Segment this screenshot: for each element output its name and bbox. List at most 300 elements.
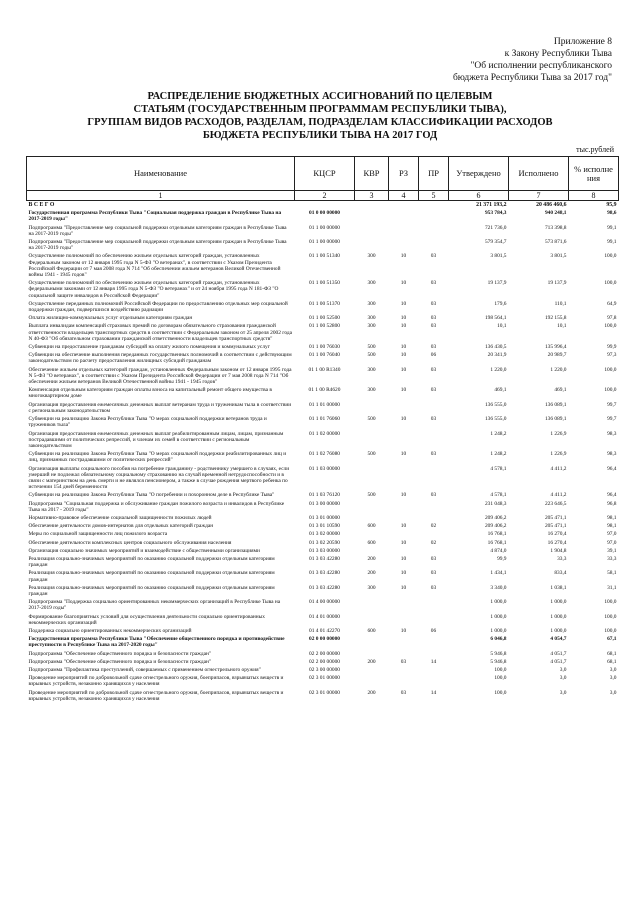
cell-pct: 98,1 <box>607 523 617 530</box>
cell-approved: 721 736,0 <box>484 224 507 231</box>
cell-rz <box>389 674 419 688</box>
cell-executed: 4 411,2 <box>550 465 567 472</box>
table-row <box>27 613 619 627</box>
cell-code <box>295 201 355 210</box>
cell-approved: 4 578,1 <box>490 492 507 499</box>
table-row <box>27 598 619 612</box>
cell-pct: 97,3 <box>607 352 617 359</box>
table-row <box>27 300 619 314</box>
cell-rz: 10 <box>400 627 407 634</box>
cell-kvr: 300 <box>367 323 376 330</box>
cell-pr: 02 <box>430 539 437 546</box>
cell-executed: 4 051,7 <box>550 658 567 665</box>
cell-name: Подпрограмма "Профилактика преступлений, совершаемых с применением огнестрельного оружия" <box>28 667 261 673</box>
column-header: Наименование <box>27 157 295 191</box>
cell-code: 01 1 00 52500 <box>309 315 340 322</box>
cell-name: Поддержка социально ориентированных некоммерческих организаций <box>28 627 192 634</box>
cell-pct: 100,0 <box>604 323 617 330</box>
cell-pct: 100,0 <box>604 599 617 606</box>
cell-approved: 1 000,0 <box>490 599 507 606</box>
table-row <box>27 658 619 666</box>
cell-pct: 100,0 <box>604 280 617 287</box>
cell-name: Осуществление переданных полномочий Российской Федерации по предоставлению отдельных мер социальной поддержки граждан, подвергшихся воздействию радиации <box>28 300 288 314</box>
cell-kvr: 500 <box>367 352 376 359</box>
cell-code: 01 3 03 42280 <box>309 555 340 562</box>
appendix-note <box>372 36 612 84</box>
cell-pct: 97,0 <box>607 539 617 546</box>
cell-pr: 03 <box>430 323 437 330</box>
cell-approved: 1 000,0 <box>490 613 507 620</box>
cell-pct: 33,3 <box>607 555 617 562</box>
cell-rz <box>389 238 419 252</box>
cell-code: 02 3 01 00000 <box>309 675 340 682</box>
cell-pr <box>419 666 449 674</box>
cell-rz: 10 <box>400 523 407 530</box>
table-row <box>27 539 619 547</box>
cell-rz: 10 <box>400 315 407 322</box>
cell-name: Подпрограмма "Обеспечение общественного порядка и безопасности граждан" <box>28 658 212 665</box>
cell-rz: 10 <box>400 539 407 546</box>
appendix-line: бюджета Республики Тыва за 2017 год" <box>452 73 612 83</box>
cell-pr <box>419 209 449 223</box>
cell-pct: 100,0 <box>604 613 617 620</box>
column-number: 7 <box>509 191 569 201</box>
cell-pr: 03 <box>430 584 437 591</box>
cell-approved: 20 341,9 <box>487 352 507 359</box>
cell-kvr <box>355 201 389 210</box>
cell-kvr <box>355 635 389 649</box>
cell-rz <box>389 430 419 451</box>
cell-executed: 19 137,9 <box>547 280 567 287</box>
cell-approved: 1 248,2 <box>490 451 507 458</box>
cell-pr <box>419 401 449 415</box>
cell-rz <box>389 465 419 492</box>
cell-code: 01 1 03 76120 <box>309 492 340 499</box>
document-title <box>60 90 580 142</box>
table-row <box>27 650 619 658</box>
cell-approved: 209 406,2 <box>484 514 507 521</box>
table-row <box>27 666 619 674</box>
table-row <box>27 201 619 210</box>
table-row <box>27 224 619 238</box>
cell-rz <box>389 613 419 627</box>
cell-rz <box>389 635 419 649</box>
cell-pr: 03 <box>430 570 437 577</box>
cell-name: Выплата инвалидам компенсаций страховых премий по договорам обязательного страхования гражданской ответственности владельцев транспортных средств в соответствии с Федеральным законом от 25 апреля 2002 года N 40-ФЗ "Об обязательном страховании гражданской ответственности владельцев транспортных средств" <box>28 323 293 342</box>
cell-code: 02 3 00 00000 <box>309 667 340 673</box>
cell-pr <box>419 238 449 252</box>
cell-code: 01 4 01 00000 <box>309 613 340 620</box>
cell-approved: 3 801,5 <box>490 253 507 260</box>
column-number: 8 <box>569 191 619 201</box>
cell-kvr: 200 <box>367 689 376 696</box>
cell-executed: 1 904,8 <box>550 547 567 554</box>
cell-pct: 64,9 <box>607 300 617 307</box>
cell-executed: 1 220,0 <box>550 366 567 373</box>
cell-approved: 1 220,0 <box>490 366 507 373</box>
cell-name: Подпрограмма "Предоставление мер социальной поддержки отдельным категориям граждан в Республике Тыва на 2017-2019 годы" <box>28 239 287 252</box>
cell-executed: 573 871,6 <box>544 239 567 246</box>
cell-kvr <box>355 547 389 555</box>
cell-code: 01 1 00 52800 <box>309 323 340 330</box>
appendix-line: Приложение 8 <box>553 37 612 47</box>
title-line: РАСПРЕДЕЛЕНИЕ БЮДЖЕТНЫХ АССИГНОВАНИЙ ПО ЦЕЛЕВЫМ <box>147 91 493 102</box>
cell-executed: 205 471,1 <box>544 523 567 530</box>
budget-table <box>26 156 619 703</box>
column-number: 4 <box>389 191 419 201</box>
cell-kvr <box>355 430 389 451</box>
cell-pr <box>419 613 449 627</box>
cell-pct: 97,8 <box>607 315 617 322</box>
table-row <box>27 322 619 343</box>
table-row <box>27 386 619 400</box>
column-number: 6 <box>449 191 509 201</box>
cell-approved: 19 137,9 <box>487 280 507 287</box>
cell-approved: 136 555,0 <box>484 401 507 408</box>
cell-name: Государственная программа Республики Тыва "Социальная поддержка граждан в Республике Тыва на 2017-2019 годы" <box>28 210 282 223</box>
cell-pct: 100,0 <box>604 387 617 394</box>
cell-pr <box>419 500 449 514</box>
cell-kvr: 200 <box>367 555 376 562</box>
cell-kvr <box>355 530 389 538</box>
cell-pct: 3,0 <box>609 689 617 696</box>
cell-rz: 10 <box>400 492 407 499</box>
cell-name: Подпрограмма "Предоставление мер социальной поддержки отдельным категориям граждан в Республике Тыва на 2017-2019 годы" <box>28 224 287 237</box>
cell-kvr: 300 <box>367 366 376 373</box>
cell-kvr <box>355 613 389 627</box>
cell-pr: 06 <box>430 352 437 359</box>
cell-pr <box>419 650 449 658</box>
cell-executed: 940 248,1 <box>544 210 567 217</box>
cell-rz <box>389 401 419 415</box>
cell-code: 01 3 02 00000 <box>309 531 340 538</box>
cell-pr: 03 <box>430 451 437 458</box>
cell-name: Осуществление полномочий по обеспечению жильем отдельных категорий граждан, установленных федеральными законами от 12 января 1995 года N 5-ФЗ "О ветеранах" и от 24 ноября 1995 года N 181-ФЗ "О социальной защите инвалидов в Российской Федерации" <box>28 280 279 299</box>
title-line: ГРУППАМ ВИДОВ РАСХОДОВ, РАЗДЕЛАМ, ПОДРАЗДЕЛАМ КЛАССИФИКАЦИИ РАСХОДОВ <box>87 117 553 128</box>
cell-pct: 99,9 <box>607 344 617 351</box>
cell-pr: 03 <box>430 555 437 562</box>
cell-executed: 205 471,1 <box>544 514 567 521</box>
cell-kvr: 200 <box>367 658 376 665</box>
column-header: ПР <box>419 157 449 191</box>
cell-approved: 209 406,2 <box>484 523 507 530</box>
table-row <box>27 343 619 351</box>
cell-pct: 96,4 <box>607 492 617 499</box>
cell-pr: 06 <box>430 627 437 634</box>
cell-approved: 3 340,0 <box>490 584 507 591</box>
cell-approved: 5 946,8 <box>490 658 507 665</box>
cell-rz: 03 <box>400 689 407 696</box>
cell-code: 01 1 00 76030 <box>309 344 340 351</box>
cell-kvr: 300 <box>367 300 376 307</box>
title-line: БЮДЖЕТА РЕСПУБЛИКИ ТЫВА НА 2017 ГОД <box>202 130 438 141</box>
cell-kvr: 500 <box>367 492 376 499</box>
cell-name: Субвенции на реализацию Закона Республики Тыва "О погребении и похоронном деле в Республике Тыва" <box>28 492 275 499</box>
cell-pr: 14 <box>430 658 437 665</box>
table-row <box>27 279 619 300</box>
table-row <box>27 500 619 514</box>
cell-name: Формирование благоприятных условий для осуществления деятельности социально ориентированных некоммерческих организаций <box>28 613 265 626</box>
column-header: КВР <box>355 157 389 191</box>
cell-pct: 100,0 <box>604 366 617 373</box>
table-row <box>27 415 619 429</box>
cell-approved: 99,9 <box>497 555 507 562</box>
cell-kvr <box>355 514 389 522</box>
cell-name: Реализация социально-значимых мероприятий по оказанию социальной поддержки отдельным категориям граждан <box>28 555 275 569</box>
cell-code: 02 0 00 00000 <box>309 636 340 643</box>
cell-pr: 03 <box>430 344 437 351</box>
cell-approved: 198 564,1 <box>484 315 507 322</box>
cell-executed: 469,1 <box>554 387 567 394</box>
cell-executed: 10,1 <box>557 323 567 330</box>
cell-pr <box>419 598 449 612</box>
cell-name: Подпрограмма "Социальная поддержка и обслуживание граждан пожилого возраста и инвалидов в Республике Тыва на 2017 - 2019 годы" <box>28 500 285 513</box>
table-row <box>27 450 619 464</box>
cell-pr <box>419 514 449 522</box>
cell-kvr: 300 <box>367 387 376 394</box>
cell-code: 01 3 01 00000 <box>309 514 340 521</box>
cell-pct: 98,6 <box>607 210 617 217</box>
cell-kvr: 200 <box>367 570 376 577</box>
cell-rz: 03 <box>400 658 407 665</box>
cell-pct: 39,1 <box>607 547 617 554</box>
cell-kvr <box>355 500 389 514</box>
cell-executed: 16 270,4 <box>547 531 567 538</box>
cell-executed: 4 054,7 <box>550 636 567 643</box>
cell-pct: 100,0 <box>604 253 617 260</box>
column-number: 2 <box>295 191 355 201</box>
cell-name: Осуществление полномочий по обеспечению жильем отдельных категорий граждан, установленных Федеральным законом от 12 января 1995 года N 5-ФЗ "О ветеранах", в соответствии с Указом Президента Российской Федерации от 7 мая 2008 года N 714 "Об обеспечении жильем ветеранов Великой Отечественной войны 1941 - 1945 годов" <box>28 253 281 279</box>
cell-code: 01 4 01 42270 <box>309 627 340 634</box>
cell-pct: 31,1 <box>607 584 617 591</box>
cell-rz <box>389 650 419 658</box>
cell-executed: 136 089,1 <box>544 416 567 423</box>
cell-rz <box>389 201 419 210</box>
cell-executed: 713 398,8 <box>544 224 567 231</box>
cell-executed: 3,0 <box>559 675 567 682</box>
cell-kvr: 600 <box>367 523 376 530</box>
cell-name: Субвенции на предоставление гражданам субсидий на оплату жилого помещения и коммунальных услуг <box>28 344 270 351</box>
cell-name: Субвенции на обеспечение выполнения переданных государственных полномочий в соответствии с действующим законодательством по расчету предоставления жилищных субсидий гражданам <box>28 352 292 365</box>
cell-kvr <box>355 650 389 658</box>
cell-rz: 10 <box>400 416 407 423</box>
cell-pr: 03 <box>430 416 437 423</box>
cell-rz <box>389 547 419 555</box>
cell-pct: 58,1 <box>607 570 617 577</box>
cell-name: Субвенции на реализацию Закона Республики Тыва "О мерах социальной поддержки ветеранов труда и тружеников тыла" <box>28 416 267 429</box>
cell-rz <box>389 209 419 223</box>
cell-name: Оплата жилищно-коммунальных услуг отдельным категориям граждан <box>28 315 193 322</box>
cell-executed: 16 270,4 <box>547 539 567 546</box>
cell-pr: 03 <box>430 492 437 499</box>
cell-code: 01 4 00 00000 <box>309 599 340 606</box>
cell-approved: 953 784,3 <box>484 210 507 217</box>
cell-rz <box>389 224 419 238</box>
cell-pr: 14 <box>430 689 437 696</box>
cell-code: 01 1 00 R4620 <box>308 387 341 394</box>
cell-approved: 469,1 <box>494 387 507 394</box>
title-line: СТАТЬЯМ (ГОСУДАРСТВЕННЫМ ПРОГРАММАМ РЕСПУБЛИКИ ТЫВА), <box>133 104 507 115</box>
table-row <box>27 314 619 322</box>
cell-pr: 03 <box>430 253 437 260</box>
cell-pr <box>419 635 449 649</box>
cell-pct: 98,1 <box>607 514 617 521</box>
cell-pct: 67,1 <box>607 636 617 643</box>
cell-pr: 03 <box>430 280 437 287</box>
cell-approved: 1 248,2 <box>490 430 507 437</box>
table-row <box>27 514 619 522</box>
cell-code: 01 3 01 10590 <box>309 523 340 530</box>
cell-kvr <box>355 209 389 223</box>
cell-kvr <box>355 674 389 688</box>
cell-pct: 95,9 <box>606 202 617 208</box>
cell-kvr: 500 <box>367 451 376 458</box>
column-header: % исполне ния <box>569 157 619 191</box>
cell-kvr: 500 <box>367 344 376 351</box>
cell-rz: 10 <box>400 344 407 351</box>
table-row <box>27 252 619 279</box>
cell-pr: 03 <box>430 300 437 307</box>
cell-code: 02 2 00 00000 <box>309 650 340 657</box>
cell-approved: 1 434,1 <box>490 570 507 577</box>
cell-rz: 10 <box>400 387 407 394</box>
cell-executed: 110,1 <box>554 300 567 307</box>
cell-code: 02 2 00 00000 <box>309 658 340 665</box>
table-row <box>27 366 619 387</box>
cell-executed: 3 801,5 <box>550 253 567 260</box>
cell-name: Организация предоставления ежемесячных денежных выплат ветеранам труда и труженикам тыла в соответствии с региональным законодательством <box>28 401 292 414</box>
cell-name: Меры по социальной защищенности лиц пожилого возраста <box>28 531 168 538</box>
cell-kvr <box>355 666 389 674</box>
cell-pct: 98,3 <box>607 430 617 437</box>
cell-pct: 99,1 <box>607 224 617 231</box>
cell-pct: 100,0 <box>604 627 617 634</box>
cell-pr: 03 <box>430 366 437 373</box>
table-row <box>27 547 619 555</box>
cell-approved: 579 354,7 <box>484 239 507 246</box>
cell-executed: 3,0 <box>559 667 567 673</box>
cell-pr <box>419 674 449 688</box>
cell-executed: 223 646,5 <box>544 500 567 507</box>
cell-kvr <box>355 598 389 612</box>
cell-rz <box>389 514 419 522</box>
column-header: Исполнено <box>509 157 569 191</box>
cell-kvr: 500 <box>367 416 376 423</box>
cell-kvr: 300 <box>367 253 376 260</box>
cell-code: 01 1 00 00000 <box>309 224 340 231</box>
cell-rz: 10 <box>400 584 407 591</box>
cell-name: Субвенции на реализацию Закона Республики Тыва "О мерах социальной поддержки реабилитированных лиц и лиц, признанных пострадавшими от политических репрессий" <box>28 451 287 464</box>
cell-pr <box>419 465 449 492</box>
cell-code: 02 3 01 00000 <box>309 689 340 696</box>
cell-pr <box>419 430 449 451</box>
unit-label: тыс.рублей <box>576 145 614 154</box>
cell-approved: 179,6 <box>494 300 507 307</box>
cell-kvr: 300 <box>367 280 376 287</box>
cell-pr: 02 <box>430 523 437 530</box>
cell-approved: 16 768,1 <box>487 531 507 538</box>
table-row <box>27 635 619 649</box>
cell-code: 01 1 02 76080 <box>309 451 340 458</box>
cell-executed: 20 486 460,6 <box>536 202 567 208</box>
cell-approved: 21 371 193,2 <box>476 202 507 208</box>
table-row <box>27 674 619 688</box>
column-header: РЗ <box>389 157 419 191</box>
cell-rz <box>389 666 419 674</box>
cell-executed: 1 000,0 <box>550 599 567 606</box>
table-row <box>27 555 619 569</box>
cell-approved: 1 000,0 <box>490 627 507 634</box>
cell-code: 01 1 00 51350 <box>309 280 340 287</box>
cell-name: В С Е Г О <box>28 202 55 208</box>
cell-executed: 33,3 <box>557 555 567 562</box>
cell-pct: 99,1 <box>607 239 617 246</box>
cell-name: Организация предоставления ежемесячных денежных выплат реабилитированным лицам, лицам, признанным пострадавшими от политических репрессий, и членам их семей в соответствии с региональным законодательством <box>28 430 284 449</box>
cell-executed: 1 000,0 <box>550 627 567 634</box>
cell-approved: 6 046,8 <box>490 636 507 643</box>
cell-rz: 10 <box>400 570 407 577</box>
cell-code: 01 1 00 51370 <box>309 300 340 307</box>
cell-executed: 1 038,1 <box>550 584 567 591</box>
cell-approved: 136 555,0 <box>484 416 507 423</box>
cell-rz: 10 <box>400 253 407 260</box>
cell-rz: 10 <box>400 352 407 359</box>
cell-code: 01 1 00 00000 <box>309 239 340 246</box>
cell-approved: 16 768,1 <box>487 539 507 546</box>
cell-code: 01 0 00 00000 <box>309 210 340 217</box>
cell-code: 01 3 00 00000 <box>309 500 340 507</box>
cell-code: 01 1 01 76060 <box>309 416 340 423</box>
table-row <box>27 530 619 538</box>
cell-executed: 1 226,9 <box>550 451 567 458</box>
cell-executed: 192 155,8 <box>544 315 567 322</box>
cell-name: Нормативно-правовое обеспечение социальной защищенности пожилых людей <box>28 514 212 521</box>
cell-name: Обеспечение деятельности домов-интернатов для отдельных категорий граждан <box>28 523 214 530</box>
cell-name: Обеспечение жильем отдельных категорий граждан, установленных Федеральным законом от 12 января 1995 года N 5-ФЗ "О ветеранах", в соответствии с Указом Президента Российской Федерации от 7 мая 2008 года N 714 "Об обеспечении жильем ветеранов Великой Отечественной войны 1941 - 1945 годов" <box>28 366 292 386</box>
cell-kvr <box>355 238 389 252</box>
cell-approved: 4 578,1 <box>490 465 507 472</box>
table-body <box>27 201 619 704</box>
cell-approved: 231 048,3 <box>484 500 507 507</box>
cell-kvr: 600 <box>367 539 376 546</box>
column-number: 1 <box>27 191 295 201</box>
cell-kvr: 300 <box>367 315 376 322</box>
cell-pct: 96,4 <box>607 465 617 472</box>
table-row <box>27 584 619 598</box>
cell-approved: 136 430,5 <box>484 344 507 351</box>
cell-rz <box>389 530 419 538</box>
column-header: Утверждено <box>449 157 509 191</box>
cell-executed: 833,4 <box>554 570 567 577</box>
cell-pr <box>419 547 449 555</box>
cell-name: Обеспечение деятельности комплексных центров социального обслуживания населения <box>28 539 232 546</box>
cell-approved: 10,1 <box>497 323 507 330</box>
cell-pr: 03 <box>430 315 437 322</box>
cell-rz: 10 <box>400 366 407 373</box>
cell-pct: 97,0 <box>607 531 617 538</box>
cell-name: Подпрограмма "Обеспечение общественного порядка и безопасности граждан" <box>28 650 212 657</box>
cell-name: Подпрограмма "Поддержка социально ориентированных некоммерческих организаций в Республике Тыва на 2017-2019 годы" <box>28 599 281 612</box>
cell-pr <box>419 201 449 210</box>
table-row <box>27 401 619 415</box>
table-row <box>27 689 619 703</box>
cell-code: 01 1 01 00000 <box>309 401 340 408</box>
column-number: 3 <box>355 191 389 201</box>
cell-executed: 20 989,7 <box>547 352 567 359</box>
cell-rz: 10 <box>400 555 407 562</box>
cell-code: 01 1 00 76040 <box>309 352 340 359</box>
cell-name: Проведение мероприятий по добровольной сдаче огнестрельного оружия, боеприпасов, взрывчатых веществ и взрывных устройств, незаконно хранящихся у населения <box>28 689 284 702</box>
